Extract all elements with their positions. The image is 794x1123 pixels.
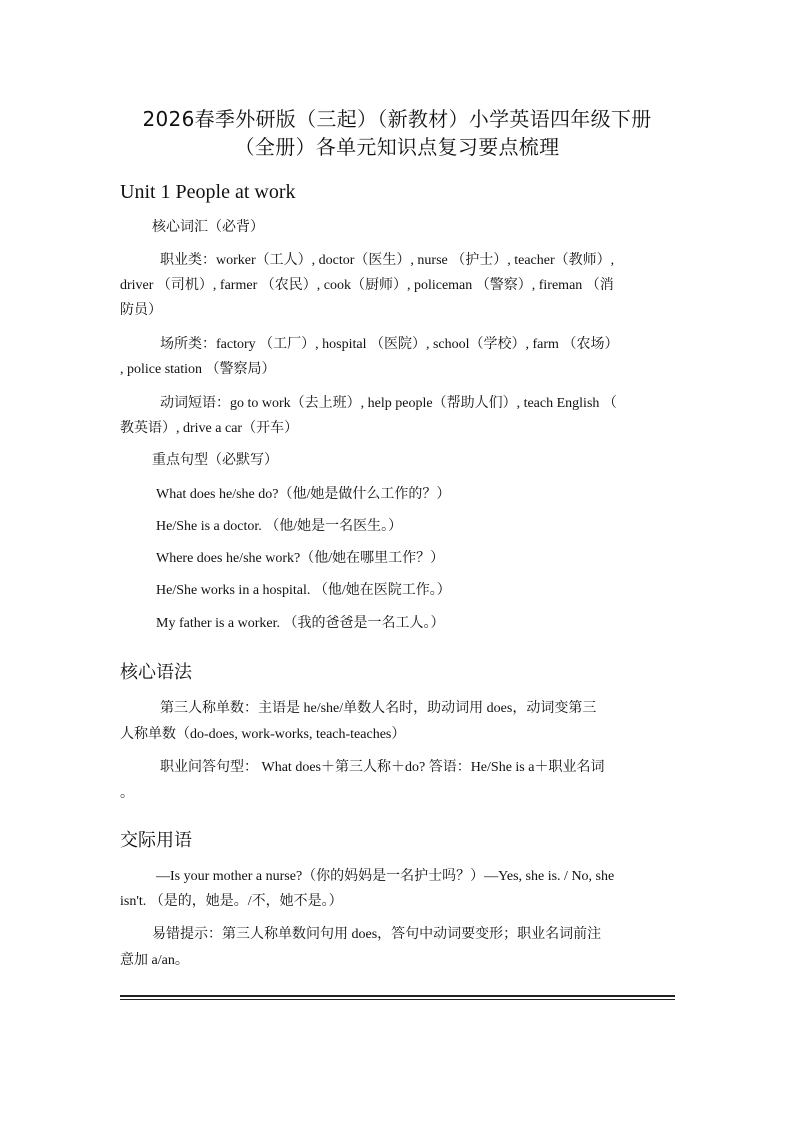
grammar-p2-line1: 职业问答句型： What does＋第三人称＋do? 答语：He/She is a＋职业名词: [160, 760, 605, 775]
vocab-jobs-line3: 防员）: [120, 303, 162, 318]
sentences-heading: 重点句型（必默写）: [152, 453, 278, 468]
sentence-item: Where does he/she work?（他/她在哪里工作？）: [156, 551, 445, 566]
unit-heading: Unit 1 People at work: [120, 181, 296, 203]
section-divider: [120, 995, 675, 997]
communication-heading: 交际用语: [120, 830, 192, 851]
vocab-jobs-line2: driver （司机）, farmer （农民）, cook（厨师）, policeman （警察）, fireman （消: [120, 278, 614, 293]
tip-line2: 意加 a/an。: [120, 953, 189, 968]
vocab-phrases-line2: 教英语）, drive a car（开车）: [120, 421, 299, 436]
section-divider-thin: [120, 999, 675, 1000]
vocab-jobs-line1: 职业类：worker（工人）, doctor（医生）, nurse （护士）, teacher（教师）,: [160, 253, 615, 268]
vocab-phrases-line1: 动词短语：go to work（去上班）, help people（帮助人们）, teach English （: [160, 396, 617, 411]
sentence-item: What does he/she do?（他/她是做什么工作的？）: [156, 487, 451, 502]
grammar-p1-line1: 第三人称单数：主语是 he/she/单数人名时，助动词用 does，动词变第三: [160, 701, 597, 716]
sentence-item: My father is a worker. （我的爸爸是一名工人。）: [156, 616, 445, 631]
vocab-places-line1: 场所类：factory （工厂）, hospital （医院）, school（学校）, farm （农场）: [160, 337, 619, 352]
vocab-places-line2: , police station （警察局）: [120, 362, 276, 377]
sentence-item: He/She is a doctor. （他/她是一名医生。）: [156, 519, 403, 534]
grammar-p2-line2: 。: [120, 786, 134, 801]
grammar-heading: 核心语法: [120, 662, 192, 683]
dialog-line1: —Is your mother a nurse?（你的妈妈是一名护士吗？）—Yes, she is. / No, she: [156, 869, 615, 884]
document-title-line1: 2026春季外研版（三起）（新教材）小学英语四年级下册: [142, 107, 652, 131]
grammar-p1-line2: 人称单数（do-does, work-works, teach-teaches）: [120, 727, 406, 742]
sentence-item: He/She works in a hospital. （他/她在医院工作。）: [156, 583, 451, 598]
document-title-line2: （全册）各单元知识点复习要点梳理: [234, 135, 560, 159]
dialog-line2: isn't. （是的，她是。/不，她不是。）: [120, 894, 343, 909]
tip-line1: 易错提示：第三人称单数问句用 does，答句中动词要变形；职业名词前注: [152, 927, 602, 942]
vocab-heading: 核心词汇（必背）: [152, 220, 264, 235]
